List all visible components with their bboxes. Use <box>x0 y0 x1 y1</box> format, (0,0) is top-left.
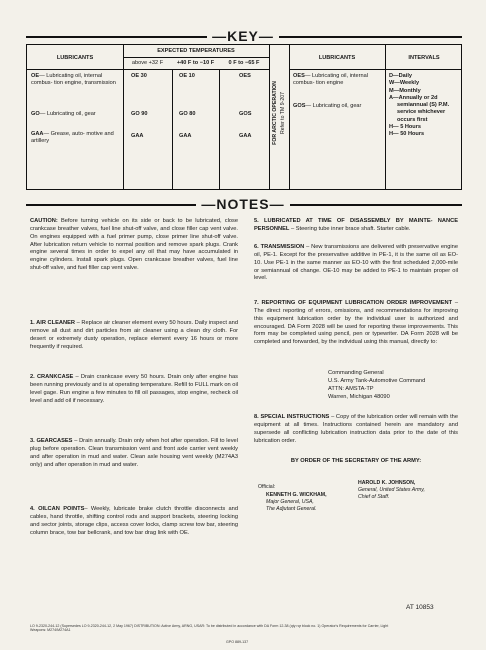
lubricants-header: LUBRICANTS <box>56 55 94 61</box>
distribution-footer: LO 9-2320-244-12 (Supersedes LO 9-2320-244-12, 2 May 1967) DISTRIBUTION: Active Army, ARNG, USAR: To be distributed in accordance with DA Form 12-38 (qty rqr block no. 1) Operator's Requirements for Carrier, Light Weapons: M274/M274A1 <box>30 624 389 632</box>
note-reporting-improvement: 7. REPORTING OF EQUIPMENT LUBRICATION ORDER IMPROVEMENT – The direct reporting of errors, omissions, and recommendations for improving this equipment lubrication order by the individual user is authorized and encouraged. DA Form 2028 will be used for reporting these improvements. This form may be completed using pencil, pen or typewriter. DA Form 2028 will be completed and forwarded, by the individual using this manual, directly to: <box>254 300 458 346</box>
arctic-lubricant-row-oes: OES— Lubricating oil, internal combus- tion engine <box>293 73 368 87</box>
intervals-list: D—Daily W—Weekly M—Monthly A—Annually or 2d semiannual (S) P.M. service whichever occurs first H— 5 Hours H— 50 Hours <box>389 73 450 138</box>
key-title: —KEY— <box>0 28 486 44</box>
right-lubricants-header: LUBRICANTS <box>318 55 356 61</box>
gpo-footer: GPO 889-137 <box>226 640 249 644</box>
temp-col-2: +40 F to −10 F <box>176 60 215 66</box>
temp-value: GO 90 <box>131 111 148 117</box>
temp-col-3: 0 F to −65 F <box>228 60 260 66</box>
arctic-reference-label: Refer to TM 9-207 <box>280 92 286 134</box>
temp-value: OES <box>239 73 251 79</box>
temp-value: GAA <box>179 133 192 139</box>
intervals-header: INTERVALS <box>408 55 440 61</box>
note-oilcan-points: 4. OILCAN POINTS– Weekly, lubricate brake clutch throttle disconnects and cables, hand throttle, shifting control rods and support brackets, steering locking and sector joints, storage clips, access cover locks, clamp screw tow bar, steering column brace, tow bar bellcrank, and tow bar drag link with OE. <box>30 506 238 536</box>
temp-value: GAA <box>239 133 252 139</box>
note-air-cleaner: 1. AIR CLEANER – Replace air cleaner element every 50 hours. Daily inspect and remove all dust and dirt particles from air cleaner using a clean dry cloth. For desert or extremely dusty operation, replace element every 16 hours or more frequently if required. <box>30 320 238 350</box>
expected-temperatures-header: EXPECTED TEMPERATURES <box>157 48 235 54</box>
note-gearcases: 3. GEARCASES – Drain annually. Drain only when hot after operation. Fill to level plug before operation. Clean transmission vent and front axle carrier vent weekly and after operation in mud and water. Clean axle housing vent weekly (M274A3 only) and after operation in mud and water. <box>30 438 238 468</box>
lubricant-row-oe: OE— Lubricating oil, internal combus- tion engine, transmission <box>31 73 116 87</box>
notes-title: —NOTES— <box>0 196 486 212</box>
lubricant-row-gaa: GAA— Grease, auto- motive and artillery <box>31 131 114 145</box>
note-transmission: 6. TRANSMISSION – New transmissions are delivered with preservative engine oil, PE-1. Except for the preservative additive in PE-1, it is the same oil as EO-10. Use PE-1 in the same manner as EO-10 with the first scheduled 2,000-mile or semiannual oil change. OE-10 may be added to PE-1 to maintain proper oil level. <box>254 244 459 282</box>
order-line: BY ORDER OF THE SECRETARY OF THE ARMY: <box>290 458 422 464</box>
note-lubricated-at-disassembly: 5. LUBRICATED AT TIME OF DISASSEMBLY BY MAINTE- NANCE PERSONNEL – Steering tube inner brace shaft. Starter cable. <box>254 218 458 232</box>
arctic-operation-label: FOR ARCTIC OPERATION <box>272 81 278 145</box>
mailing-address: Commanding General U.S. Army Tank-Automotive Command ATTN: AMSTA-TP Warren, Michigan 48090 <box>328 370 426 400</box>
temp-value: OE 30 <box>131 73 147 79</box>
temp-value: GOS <box>239 111 252 117</box>
caution-note: CAUTION: Before turning vehicle on its side or back to be lubricated, close crankcase breather valves, fuel line shut-off valve, and close filler cap vent valve. On engines equipped with a fuel primer pump, close primer line shut-off valve. After lubrication return vehicle to normal position and remove spark plugs. Crank engine several times in order to expel any oil that may have accumulated in engine cylinders. Install spark plugs. Open crankcase breather valves, fuel line shut-off valve, and fuel filler cap vent valve. <box>30 218 238 272</box>
chief-of-staff-signature: HAROLD K. JOHNSON, General, United States Army, Chief of Staff. <box>358 480 425 500</box>
note-special-instructions: 8. SPECIAL INSTRUCTIONS – Copy of the lubrication order will remain with the equipment at all times. Instructions contained herein are mandatory and supersede all conflicting lubrication instruction data prior to the date of this lubrication order. <box>254 414 458 444</box>
lubricant-row-go: GO— Lubricating oil, gear <box>31 111 96 117</box>
temp-value: GAA <box>131 133 144 139</box>
official-label: Official: <box>258 484 276 490</box>
adjutant-general-signature: KENNETH G. WICKHAM, Major General, USA, The Adjutant General. <box>266 492 327 512</box>
key-table <box>26 44 462 190</box>
temp-value: GO 80 <box>179 111 196 117</box>
arctic-lubricant-row-gos: GOS— Lubricating oil, gear <box>293 103 362 109</box>
note-crankcase: 2. CRANKCASE – Drain crankcase every 50 hours. Drain only after engine has been running previously and is at operating temperature. Refill to FULL mark on oil level gage. Run engine a few minutes to fill oil passages, stop engine, recheck oil level and add oil if necessary. <box>30 374 238 404</box>
temp-col-1: above +32 F <box>131 60 164 66</box>
at-number: AT 10853 <box>406 604 434 611</box>
temp-value: OE 10 <box>179 73 195 79</box>
